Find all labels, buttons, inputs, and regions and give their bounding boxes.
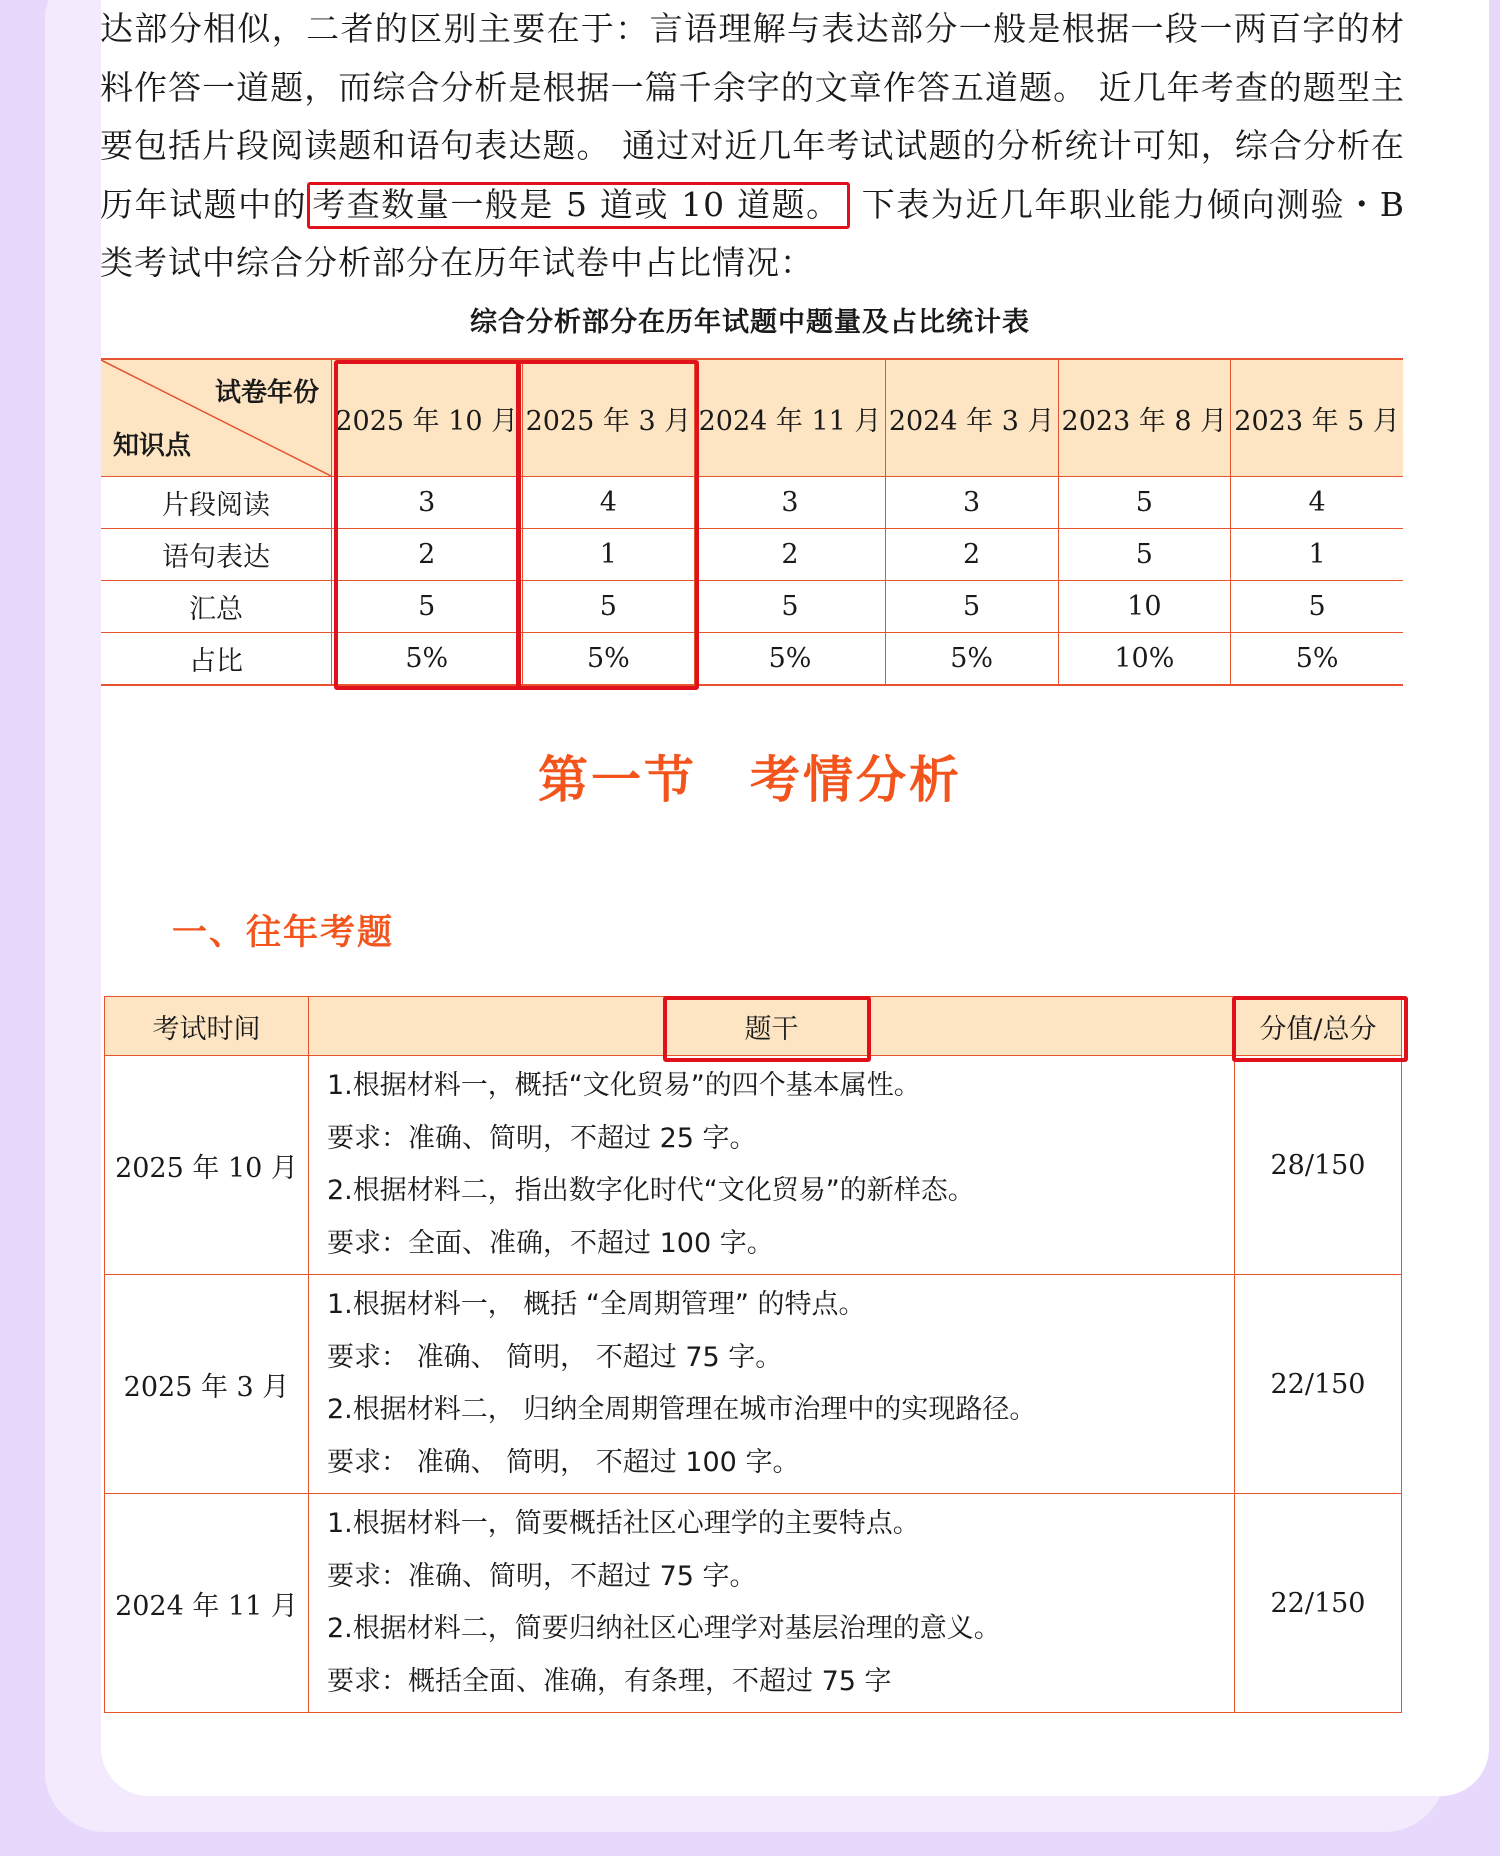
question-line: 2.根据材料二，简要归纳社区心理学对基层治理的意义。 xyxy=(327,1613,1001,1644)
stat-cell: 5% xyxy=(695,633,886,686)
exam-time: 2025 年 3 月 xyxy=(105,1275,309,1494)
exam-row xyxy=(105,1056,1402,1275)
stats-row xyxy=(101,477,1403,529)
question-line: 要求： 准确、 简明， 不超过 100 字。 xyxy=(327,1446,800,1478)
question-line: 1.根据材料一，简要概括社区心理学的主要特点。 xyxy=(327,1508,920,1539)
stat-cell: 2 xyxy=(885,529,1058,581)
question-line: 1.根据材料一， 概括 “全周期管理” 的特点。 xyxy=(327,1289,866,1320)
highlight-header-box xyxy=(663,996,871,1062)
exam-row xyxy=(105,1494,1402,1713)
corner-top-label: 试卷年份 xyxy=(214,378,319,408)
section-title: 第一节 考情分析 xyxy=(538,751,962,809)
stat-cell: 3 xyxy=(695,477,886,529)
exam-time: 2024 年 11 月 xyxy=(105,1494,309,1713)
stat-cell: 3 xyxy=(885,477,1058,529)
stat-cell: 4 xyxy=(522,477,695,529)
question-line: 2.根据材料二， 归纳全周期管理在城市治理中的实现路径。 xyxy=(327,1394,1037,1425)
exam-question xyxy=(309,1494,1235,1713)
question-line: 1.根据材料一，概括“文化贸易”的四个基本属性。 xyxy=(327,1070,921,1101)
stat-cell: 2 xyxy=(332,529,523,581)
year-header: 2024 年 3 月 xyxy=(885,359,1058,477)
stat-cell: 5% xyxy=(522,633,695,686)
question-line: 要求：概括全面、准确，有条理，不超过 75 字 xyxy=(327,1665,892,1697)
intro-paragraph xyxy=(100,0,1405,293)
exam-table xyxy=(104,996,1402,1713)
stat-cell: 5 xyxy=(695,581,886,633)
stat-cell: 5% xyxy=(1231,633,1403,686)
stat-cell: 10 xyxy=(1058,581,1231,633)
header-question: 题干 xyxy=(309,997,1235,1056)
stat-cell: 1 xyxy=(1231,529,1403,581)
row-label: 语句表达 xyxy=(101,529,332,581)
stat-cell: 1 xyxy=(522,529,695,581)
question-line: 要求：全面、准确，不超过 100 字。 xyxy=(327,1227,774,1259)
highlight-column-box xyxy=(516,360,699,690)
stat-cell: 4 xyxy=(1231,477,1403,529)
intro-text-1: 达部分相似，二者的区别主要在于：言语理解与表达部分一般是根据一段一两百字的材料作答一道题，而综合分析是根据一篇千余字的文章作答五道题。 近几年考查的题型主要包括片段阅读题和语句表达题。 通过对近几年考试试题的分析统计可知，综合分析在历年试题中的 xyxy=(100,9,1405,224)
stat-cell: 5 xyxy=(1058,477,1231,529)
question-line: 要求： 准确、 简明， 不超过 75 字。 xyxy=(327,1341,783,1373)
highlight-header-box xyxy=(1232,996,1408,1062)
year-header: 2024 年 11 月 xyxy=(695,359,886,477)
year-header: 2023 年 8 月 xyxy=(1058,359,1231,477)
question-line: 要求：准确、简明，不超过 75 字。 xyxy=(327,1560,757,1592)
stat-cell: 5 xyxy=(522,581,695,633)
stat-cell: 3 xyxy=(332,477,523,529)
stat-cell: 5% xyxy=(885,633,1058,686)
stats-table xyxy=(101,358,1403,686)
stats-header-row xyxy=(101,359,1403,477)
exam-question xyxy=(309,1056,1235,1275)
stat-cell: 5 xyxy=(885,581,1058,633)
stat-cell: 2 xyxy=(695,529,886,581)
stat-cell: 5 xyxy=(1058,529,1231,581)
stats-table-title: 综合分析部分在历年试题中题量及占比统计表 xyxy=(470,307,1030,338)
highlight-column-box xyxy=(334,360,521,690)
exam-score: 22/150 xyxy=(1235,1275,1402,1494)
row-label: 占比 xyxy=(101,633,332,686)
header-score: 分值/总分 xyxy=(1235,997,1402,1056)
row-label: 汇总 xyxy=(101,581,332,633)
corner-bottom-label: 知识点 xyxy=(113,431,192,461)
year-header: 2025 年 3 月 xyxy=(522,359,695,477)
exam-time: 2025 年 10 月 xyxy=(105,1056,309,1275)
year-header: 2023 年 5 月 xyxy=(1231,359,1403,477)
question-line: 要求：准确、简明，不超过 25 字。 xyxy=(327,1122,757,1154)
exam-score: 22/150 xyxy=(1235,1494,1402,1713)
exam-score: 28/150 xyxy=(1235,1056,1402,1275)
stats-row xyxy=(101,529,1403,581)
year-header: 2025 年 10 月 xyxy=(332,359,523,477)
row-label: 片段阅读 xyxy=(101,477,332,529)
corner-cell xyxy=(101,359,332,477)
exam-row xyxy=(105,1275,1402,1494)
question-line: 2.根据材料二，指出数字化时代“文化贸易”的新样态。 xyxy=(327,1175,975,1206)
header-time: 考试时间 xyxy=(105,997,309,1056)
stats-row xyxy=(101,581,1403,633)
stat-cell: 5 xyxy=(1231,581,1403,633)
stat-cell: 5% xyxy=(332,633,523,686)
exam-question xyxy=(309,1275,1235,1494)
stat-cell: 10% xyxy=(1058,633,1231,686)
stats-row xyxy=(101,633,1403,686)
sub-title: 一、往年考题 xyxy=(172,913,395,953)
intro-text-2: 下表为近几年职业能力倾向测验・B 类考试中综合分析部分在历年试卷中占比情况： xyxy=(100,184,1406,282)
stat-cell: 5 xyxy=(332,581,523,633)
highlight-box: 考查数量一般是 5 道或 10 道题。 xyxy=(307,182,850,229)
